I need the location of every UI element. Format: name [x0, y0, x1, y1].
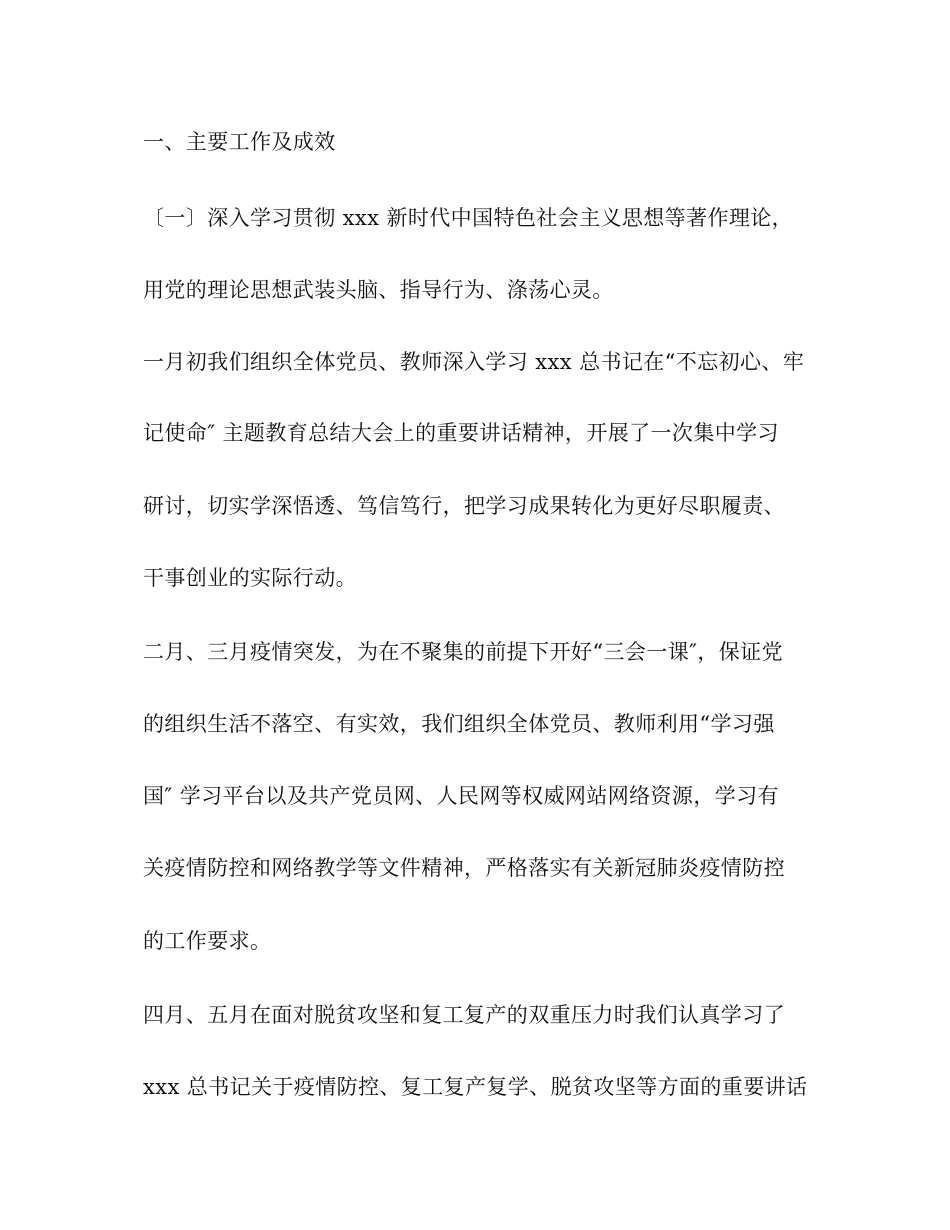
section-heading: 一、主要工作及成效 — [143, 130, 336, 154]
subsection-heading-line-2: 用党的理论思想武装头脑、指导行为、涤荡心灵。 — [143, 278, 614, 302]
paragraph-3-line-2: xxx 总书记关于疫情防控、复工复产复学、脱贫攻坚等方面的重要讲话 — [143, 1075, 808, 1099]
paragraph-2-line-3: 国″ 学习平台以及共产党员网、人民网等权威网站网络资源，学习有 — [143, 784, 779, 808]
paragraph-1-line-2: 记使命″ 主题教育总结大会上的重要讲话精神，开展了一次集中学习 — [143, 421, 779, 445]
paragraph-2-line-5: 的工作要求。 — [143, 929, 272, 953]
paragraph-3-line-1: 四月、五月在面对脱贫攻坚和复工复产的双重压力时我们认真学习了 — [143, 1003, 785, 1027]
paragraph-1-line-4: 干事创业的实际行动。 — [143, 566, 357, 590]
paragraph-1-line-3: 研讨，切实学深悟透、笃信笃行，把学习成果转化为更好尽职履责、 — [143, 494, 785, 518]
subsection-heading-line-1: 〔一〕深入学习贯彻 xxx 新时代中国特色社会主义思想等著作理论， — [143, 206, 794, 230]
paragraph-2-line-2: 的组织生活不落空、有实效，我们组织全体党员、教师利用“学习强 — [143, 712, 775, 736]
paragraph-2-line-1: 二月、三月疫情突发，为在不聚集的前提下开好“三会一课″，保证党 — [143, 640, 783, 664]
paragraph-2-line-4: 关疫情防控和网络教学等文件精神，严格落实有关新冠肺炎疫情防控 — [143, 856, 785, 880]
paragraph-1-line-1: 一月初我们组织全体党员、教师深入学习 xxx 总书记在“不忘初心、牢 — [143, 350, 805, 374]
